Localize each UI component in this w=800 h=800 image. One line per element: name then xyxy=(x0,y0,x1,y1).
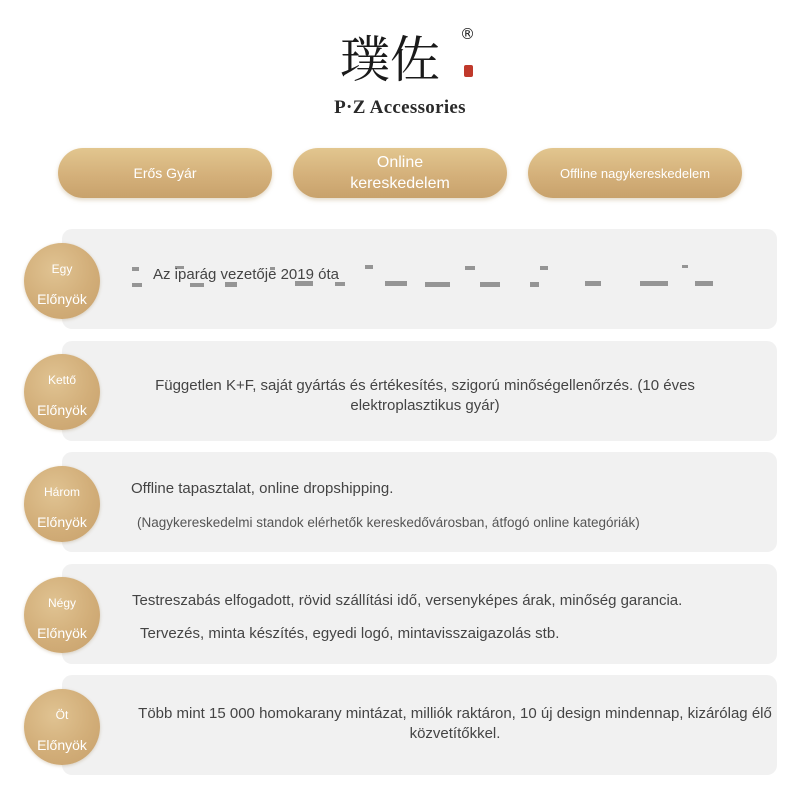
advantage-text: Offline tapasztalat, online dropshipping. xyxy=(131,480,394,497)
advantage-subtext: (Nagykereskedelmi standok elérhetők kereskedővárosban, átfogó online kategóriák) xyxy=(137,515,640,530)
advantage-label: Előnyök xyxy=(37,291,87,307)
advantage-number: Három xyxy=(43,485,80,499)
tab-label: Offline nagykereskedelem xyxy=(559,165,711,181)
brand-logo-chars: 璞佐 xyxy=(340,31,440,89)
advantage-number: Öt xyxy=(55,708,69,722)
advantage-badge-2 xyxy=(24,354,100,430)
registered-mark: ® xyxy=(460,25,475,43)
advantage-text: Több mint 15 000 homokarany mintázat, milliók raktáron, 10 új design mindennap, kizárólag élő közvetítőkkel. xyxy=(138,705,772,742)
advantage-label: Előnyök xyxy=(37,737,87,753)
advantage-text: Az iparág vezetője 2019 óta xyxy=(153,266,339,283)
tab-label: Erős Gyár xyxy=(133,165,197,181)
category-tabs xyxy=(0,148,800,200)
tab-label: Online kereskedelem xyxy=(350,154,450,192)
brand-logo-mark xyxy=(332,22,482,92)
advantage-number: Kettő xyxy=(47,373,77,387)
seal-stamp-icon xyxy=(464,65,473,77)
advantage-label: Előnyök xyxy=(37,625,87,641)
advantage-subtext: Tervezés, minta készítés, egyedi logó, mintavisszaigazolás stb. xyxy=(140,625,560,642)
advantage-badge-4 xyxy=(24,577,100,653)
tab-online-commerce[interactable] xyxy=(293,148,507,198)
brand-name: P·Z Accessories xyxy=(334,97,466,118)
brand-logo xyxy=(0,0,800,130)
advantage-badge-3 xyxy=(24,466,100,542)
advantage-number: Egy xyxy=(51,262,73,276)
advantage-text: Független K+F, saját gyártás és értékesítés, szigorú minőségellenőrzés. (10 éves elektroplasztikus gyár) xyxy=(155,377,695,414)
advantage-label: Előnyök xyxy=(37,514,87,530)
advantage-text: Testreszabás elfogadott, rövid szállítási idő, versenyképes árak, minőség garancia. xyxy=(132,592,683,609)
advantage-number: Négy xyxy=(47,596,76,610)
tab-offline-wholesale[interactable] xyxy=(528,148,742,198)
advantage-card-4 xyxy=(62,564,777,664)
advantage-label: Előnyök xyxy=(37,402,87,418)
tab-strong-factory[interactable] xyxy=(58,148,272,198)
advantage-card-3 xyxy=(62,452,777,552)
advantage-badge-5 xyxy=(24,689,100,765)
advantage-badge-1 xyxy=(24,243,100,319)
